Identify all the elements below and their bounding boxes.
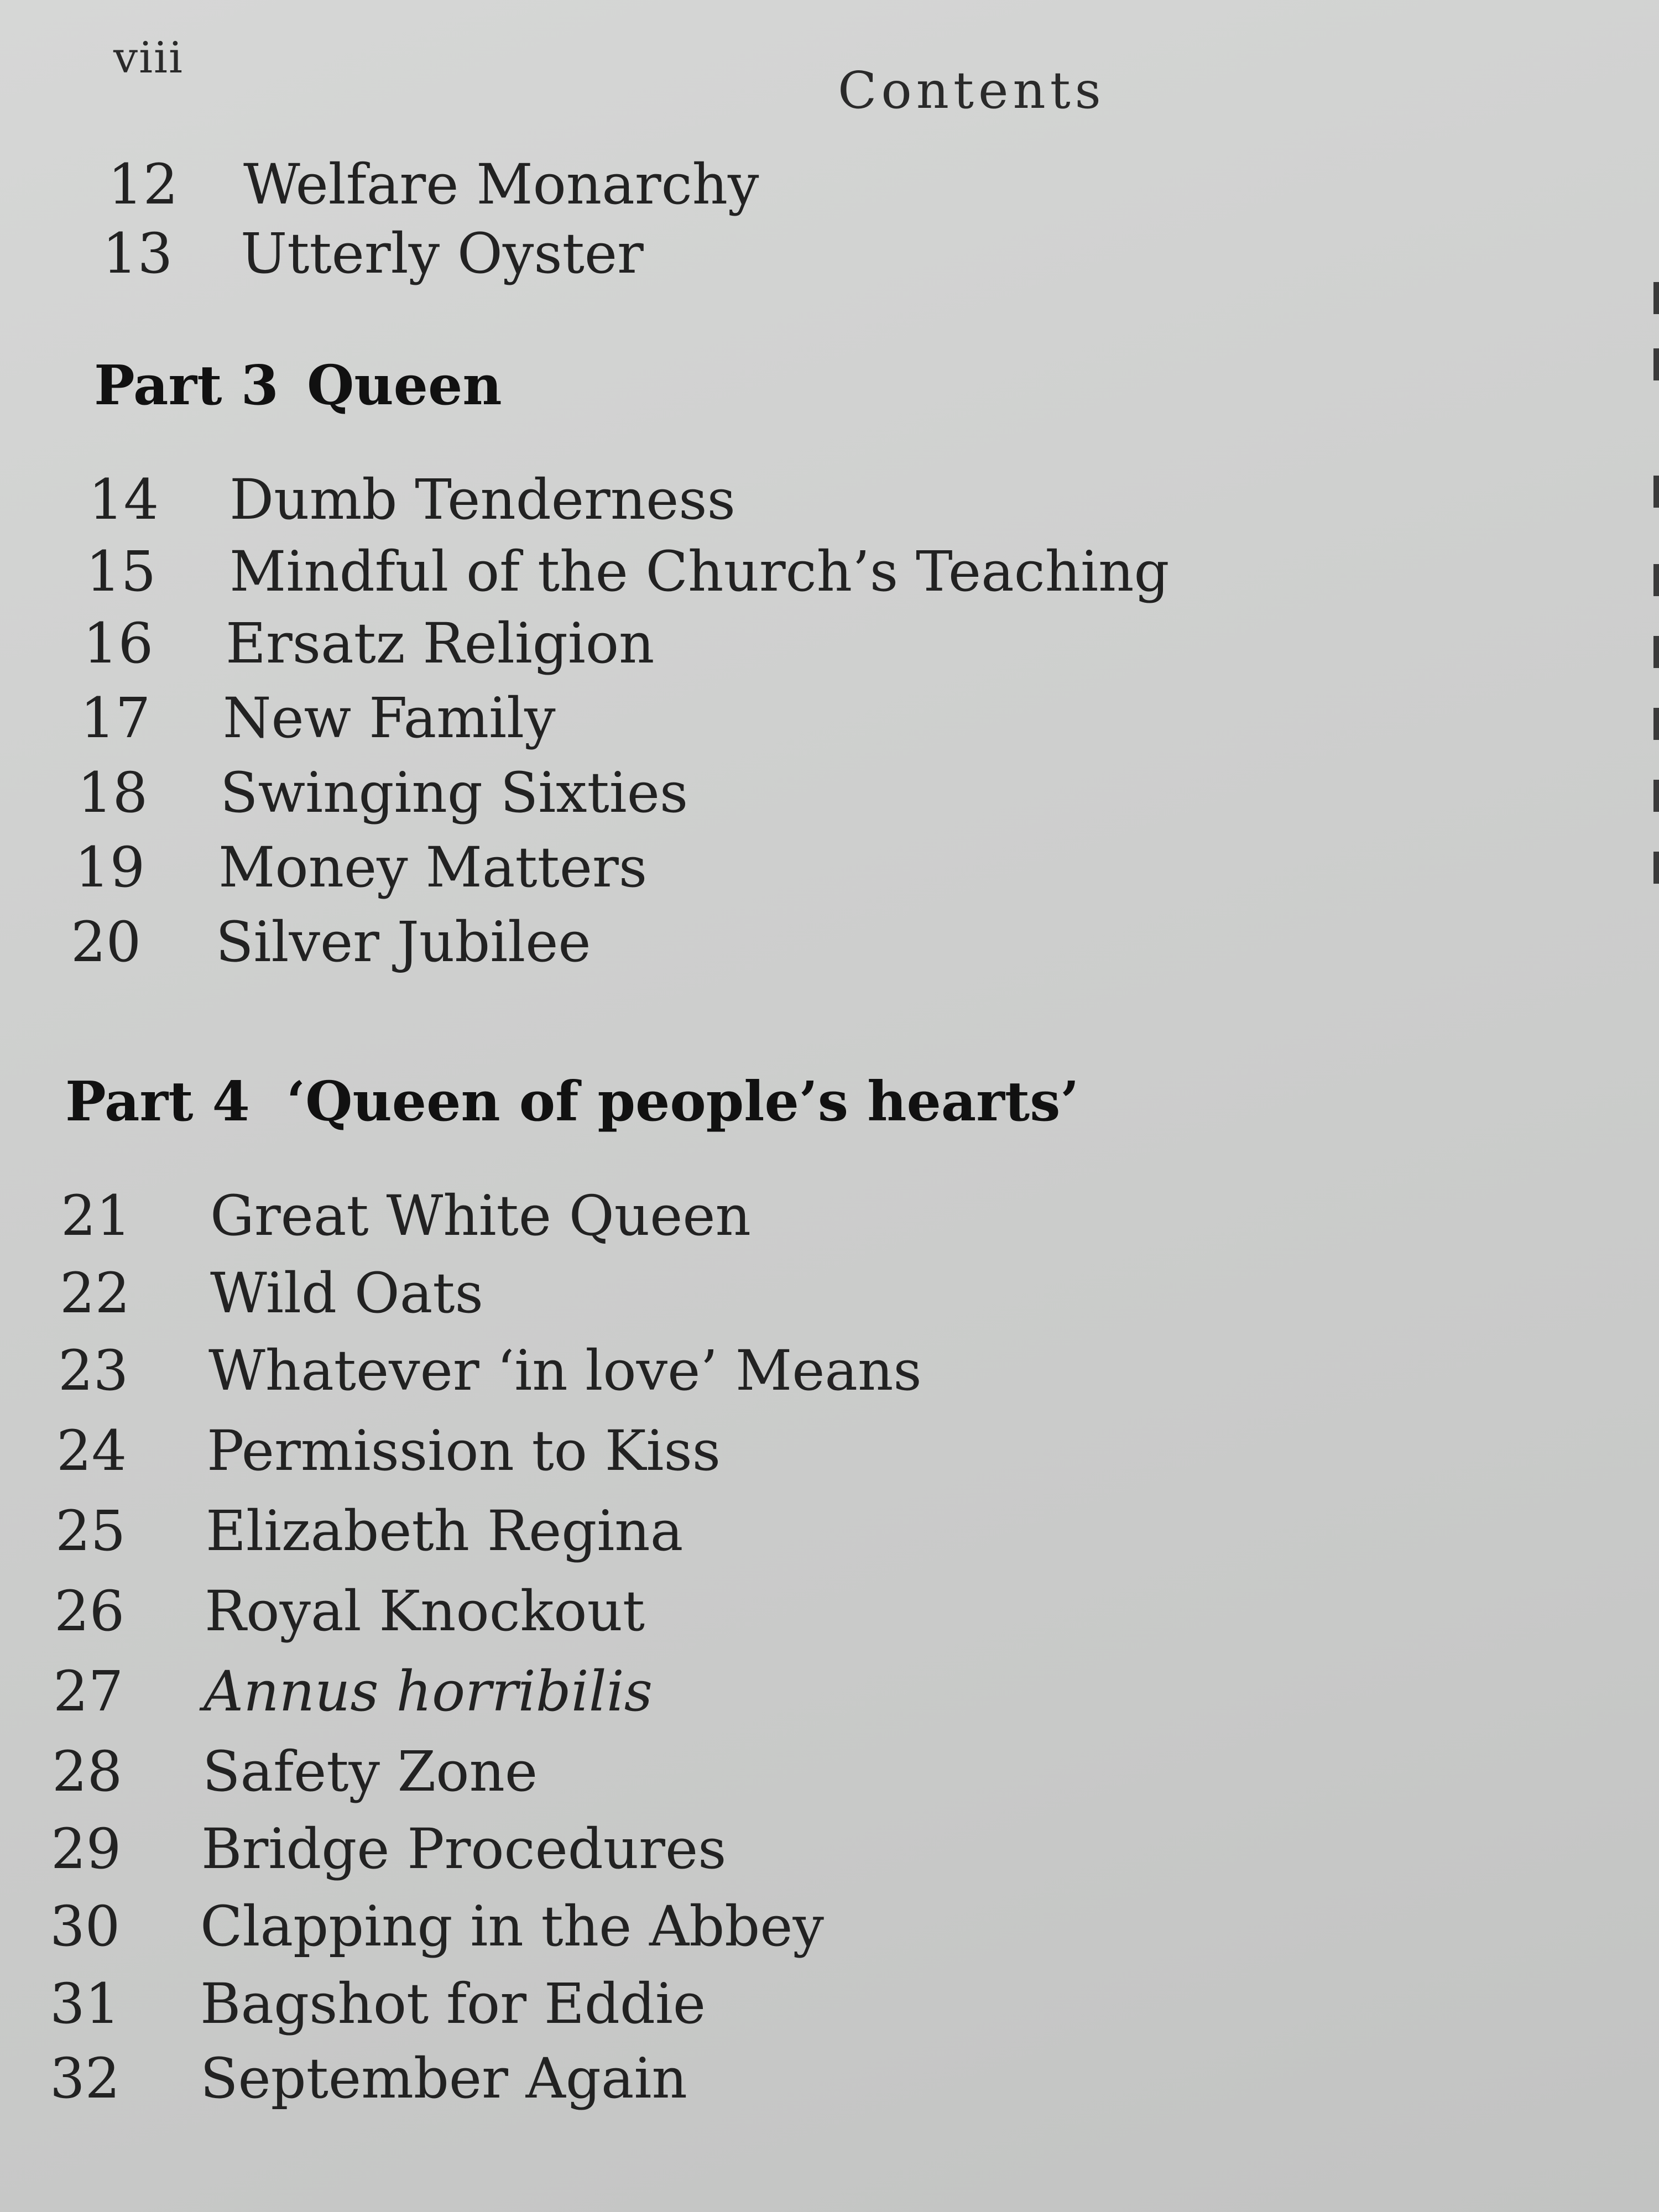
chapter-number: 30 (50, 1894, 121, 1959)
chapter-title: Annus horribilis (204, 1659, 653, 1724)
chapter-number: 32 (50, 2046, 121, 2111)
chapter-number: 27 (53, 1659, 124, 1724)
chapter-number: 17 (80, 686, 151, 750)
chapter-title: Safety Zone (202, 1739, 538, 1804)
running-head: Contents (838, 61, 1105, 120)
chapter-number: 19 (75, 835, 145, 900)
chapter-number: 14 (88, 467, 159, 532)
chapter-number: 12 (108, 152, 179, 217)
clipped-page-number-mark (1653, 708, 1659, 740)
part-label: Part 4 (65, 1070, 250, 1134)
chapter-number: 31 (50, 1971, 121, 2036)
chapter-number: 29 (51, 1817, 122, 1881)
clipped-page-number-mark (1653, 564, 1659, 596)
chapter-title: Clapping in the Abbey (200, 1894, 824, 1959)
chapter-number: 25 (55, 1499, 126, 1563)
chapter-title: Dumb Tenderness (229, 467, 735, 532)
page-number: viii (113, 33, 184, 83)
chapter-number: 18 (77, 760, 148, 825)
chapter-number: 23 (58, 1338, 129, 1403)
chapter-title: Ersatz Religion (226, 611, 655, 676)
clipped-page-number-mark (1653, 852, 1659, 884)
chapter-number: 22 (60, 1261, 131, 1326)
chapter-title: Mindful of the Church’s Teaching (229, 539, 1170, 604)
chapter-number: 20 (71, 910, 142, 974)
chapter-title: Whatever ‘in love’ Means (208, 1338, 922, 1403)
clipped-page-number-mark (1653, 348, 1659, 380)
chapter-title: New Family (223, 686, 556, 750)
part-title: Queen (307, 354, 502, 418)
chapter-number: 24 (56, 1418, 127, 1483)
chapter-title: Great White Queen (210, 1183, 751, 1248)
chapter-title: Utterly Oyster (241, 221, 644, 286)
clipped-page-number-mark (1653, 282, 1659, 314)
chapter-number: 21 (61, 1183, 132, 1248)
chapter-title: Bridge Procedures (201, 1817, 727, 1881)
chapter-title: Elizabeth Regina (206, 1499, 684, 1563)
clipped-page-number-mark (1653, 636, 1659, 668)
chapter-number: 26 (54, 1579, 125, 1644)
chapter-number: 28 (52, 1739, 123, 1804)
part-title: ‘Queen of people’s hearts’ (286, 1070, 1079, 1134)
chapter-title: Money Matters (218, 835, 648, 900)
chapter-title: Permission to Kiss (207, 1418, 721, 1483)
part-label: Part 3 (94, 354, 279, 418)
chapter-title: Silver Jubilee (216, 910, 591, 974)
clipped-page-number-mark (1653, 476, 1659, 508)
chapter-title: September Again (200, 2046, 687, 2111)
chapter-title: Royal Knockout (205, 1579, 645, 1644)
chapter-title: Swinging Sixties (220, 760, 688, 825)
clipped-page-number-mark (1653, 780, 1659, 812)
chapter-title: Welfare Monarchy (243, 152, 759, 217)
chapter-number: 15 (86, 539, 156, 604)
chapter-title: Wild Oats (210, 1261, 483, 1326)
chapter-number: 13 (102, 221, 173, 286)
chapter-number: 16 (83, 611, 154, 676)
chapter-title: Bagshot for Eddie (200, 1971, 706, 2036)
